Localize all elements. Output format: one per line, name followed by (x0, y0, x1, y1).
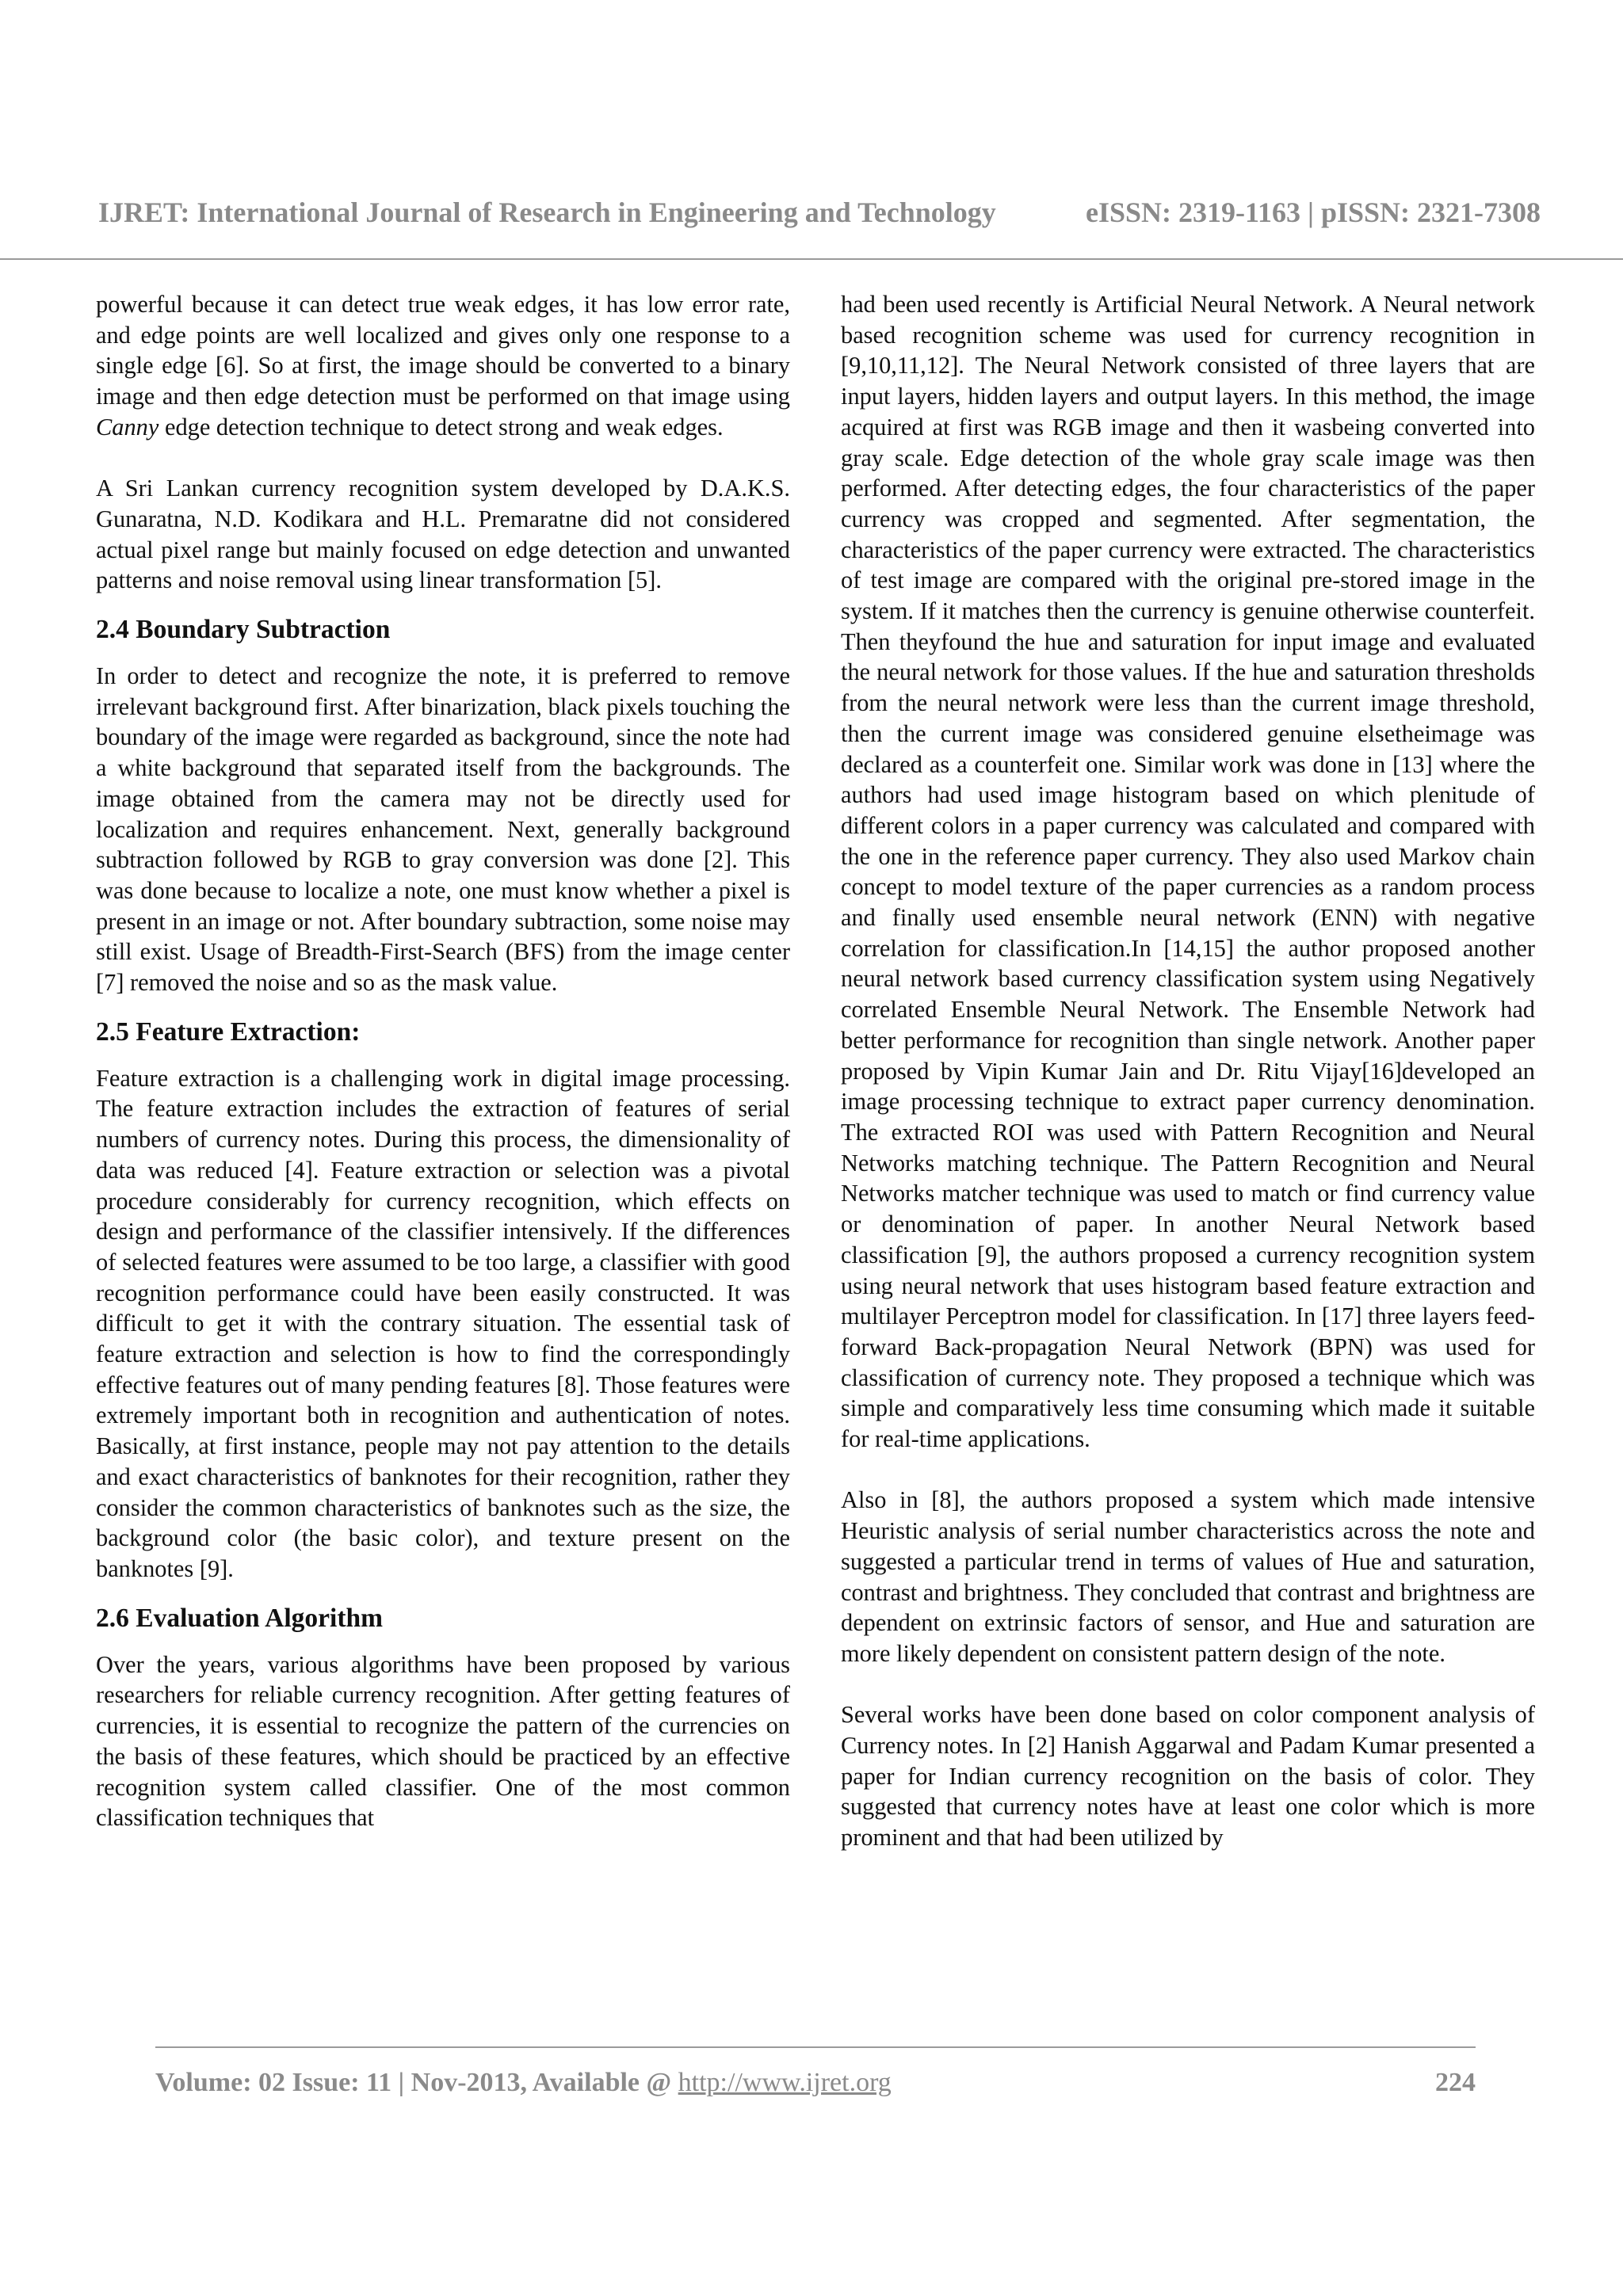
footer-divider (155, 2046, 1476, 2048)
running-footer (155, 2063, 1476, 2103)
paragraph: had been used recently is Artificial Neural Network. A Neural network based recognition scheme was used for currency recognition in [9,10,11,12]. The Neural Network consisted of three layers that are input layers, hidden layers and output layers. In this method, the image acquired at first was RGB image and then it wasbeing converted into gray scale. Edge detection of the whole gray scale image was then performed. After detecting edges, the four characteristics of the paper currency was cropped and segmented. After segmentation, the characteristics of the paper currency were extracted. The characteristics of test image are compared with the original pre-stored image in the system. If it matches then the currency is genuine otherwise counterfeit. Then theyfound the hue and saturation for input image and evaluated the neural network for those values. If the hue and saturation thresholds from the neural network were less than the current image threshold, then the current image was considered genuine elsetheimage was declared as a counterfeit one. Similar work was done in [13] where the authors had used image histogram based on which plenitude of different colors in a paper currency was calculated and compared with the one in the reference paper currency. They also used Markov chain concept to model texture of the paper currencies as a random process and finally used ensemble neural network (ENN) with negative correlation for classification.In [14,15] the author proposed another neural network based currency classification system using Negatively correlated Ensemble Neural Network. The Ensemble Network had better performance for recognition than single network. Another paper proposed by Vipin Kumar Jain and Dr. Ritu Vijay[16]developed an image processing technique to extract paper currency denomination. The extracted ROI was used with Pattern Recognition and Neural Networks matching technique. The Pattern Recognition and Neural Networks matcher technique was used to match or find currency value or denomination of paper. In another Neural Network based classification [9], the authors proposed a currency recognition system using neural network that uses histogram based feature extraction and multilayer Perceptron model for classification. In [17] three layers feed-forward Back-propagation Neural Network (BPN) was used for classification of currency note. They proposed a technique which was simple and comparatively less time consuming which made it suitable for real-time applications. (841, 291, 1535, 1453)
paragraph: A Sri Lankan currency recognition system developed by D.A.K.S. Gunaratna, N.D. Kodikara and H.L. Premaratne did not considered actual pixel range but mainly focused on edge detection and unwanted patterns and noise removal using linear transformation [5]. (96, 475, 790, 594)
issn-info: eISSN: 2319-1163 | pISSN: 2321-7308 (1086, 196, 1541, 228)
paragraph: In order to detect and recognize the note, it is preferred to remove irrelevant background first. After binarization, black pixels touching the boundary of the image were regarded as background, since the note had a white background that separated itself from the backgrounds. The image obtained from the camera may not be directly used for localization and requires enhancement. Next, generally background subtraction followed by RGB to gray conversion was done [2]. This was done because to localize a note, one must know whether a pixel is present in an image or not. After boundary subtraction, some noise may still exist. Usage of Breadth-First-Search (BFS) from the image center [7] removed the noise and so as the mask value. (96, 662, 790, 997)
paragraph: powerful because it can detect true weak edges, it has low error rate, and edge points are well localized and gives only one response to a single edge [6]. So at first, the image should be converted to a binary image and then edge detection must be performed on that image using Canny edge detection technique to detect strong and weak edges. (96, 291, 790, 441)
header-divider (0, 258, 1623, 260)
paragraph: Over the years, various algorithms have been proposed by various researchers for reliable currency recognition. After getting features of currencies, it is essential to recognize the pattern of the currencies on the basis of these features, which should be practiced by an effective recognition system called classifier. One of the most common classification techniques that (96, 1650, 790, 1832)
section-heading-2-4: 2.4 Boundary Subtraction (96, 615, 391, 645)
italic-term: Canny (96, 413, 159, 441)
section-heading-2-5: 2.5 Feature Extraction: (96, 1016, 361, 1047)
left-column (96, 289, 790, 1833)
journal-link[interactable]: http://www.ijret.org (678, 2068, 892, 2097)
page-number: 224 (1435, 2068, 1476, 2097)
paragraph: Feature extraction is a challenging work in digital image processing. The feature extraction includes the extraction of features of serial numbers of currency notes. During this process, the dimensionality of data was reduced [4]. Feature extraction or selection was a pivotal procedure considerably for currency recognition, which effects on design and performance of the classifier intensively. If the differences of selected features were assumed to be too large, a classifier with good recognition performance could have been easily constructed. It was difficult to get it with the contrary situation. The essential task of feature extraction and selection is how to find the correspondingly effective features out of many pending features [8]. Those features were extremely important both in recognition and authentication of notes. Basically, at first instance, people may not pay attention to the details and exact characteristics of banknotes for their recognition, rather they consider the common characteristics of banknotes such as the size, the background color (the basic color), and texture present on the banknotes [9]. (96, 1064, 790, 1582)
journal-title: IJRET: International Journal of Research in Engineering and Technology (98, 196, 996, 228)
volume-info: Volume: 02 Issue: 11 | Nov-2013, Available @ (155, 2068, 678, 2097)
paragraph: Also in [8], the authors proposed a system which made intensive Heuristic analysis of serial number characteristics across the note and suggested a particular trend in terms of values of Hue and saturation, contrast and brightness. They concluded that contrast and brightness are dependent on extrinsic factors of sensor, and Hue and saturation are more likely dependent on consistent pattern design of the note. (841, 1486, 1535, 1667)
section-heading-2-6: 2.6 Evaluation Algorithm (96, 1603, 384, 1633)
right-column (841, 289, 1535, 1853)
paragraph: Several works have been done based on color component analysis of Currency notes. In [2] Hanish Aggarwal and Padam Kumar presented a paper for Indian currency recognition on the basis of color. They suggested that currency notes have at least one color which is more prominent and that had been utilized by (841, 1701, 1535, 1852)
